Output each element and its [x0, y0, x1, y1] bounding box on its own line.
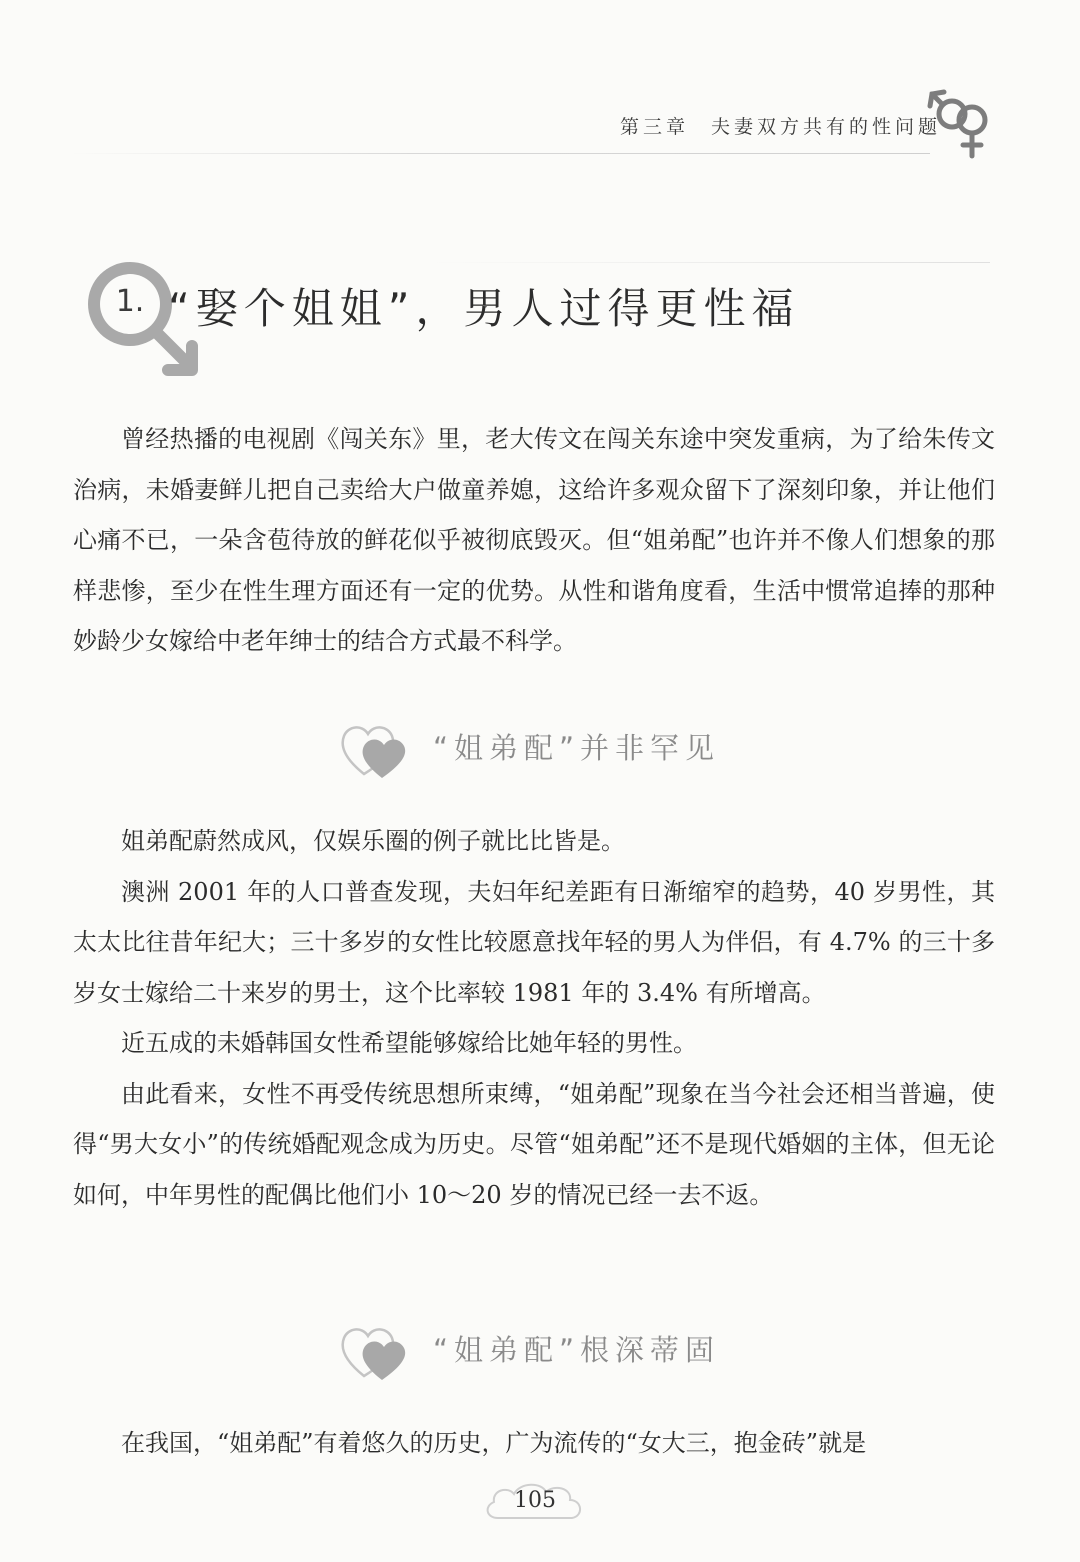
paragraph: 近五成的未婚韩国女性希望能够嫁给比她年轻的男性。 — [121, 1029, 697, 1057]
hearts-icon — [338, 1314, 418, 1386]
subsection-title: “姐弟配”根深蒂固 — [433, 1333, 721, 1367]
section-title: “娶个姐姐”，男人过得更性福 — [168, 284, 800, 333]
section-number: 1. — [115, 284, 145, 319]
hearts-icon — [338, 712, 418, 784]
subsection-text — [73, 816, 995, 1220]
section-title-rule — [430, 262, 990, 263]
intro-text — [73, 414, 995, 667]
subsection-heading — [338, 1314, 778, 1394]
paragraph: 姐弟配蔚然成风，仅娱乐圈的例子就比比皆是。 — [121, 827, 625, 855]
running-header — [620, 112, 941, 139]
gender-symbols-icon — [926, 84, 998, 164]
subsection-heading — [338, 712, 778, 792]
paragraph: 由此看来，女性不再受传统思想所束缚，“姐弟配”现象在当今社会还相当普遍，使得“男大女小”的传统婚配观念成为历史。尽管“姐弟配”还不是现代婚姻的主体，但无论如何，中年男性的配偶比他们小 10～20 岁的情况已经一去不返。 — [73, 1079, 995, 1209]
subsection-text — [73, 1418, 995, 1469]
paragraph: 澳洲 2001 年的人口普查发现，夫妇年纪差距有日渐缩窄的趋势，40 岁男性，其太太比往昔年纪大；三十多岁的女性比较愿意找年轻的男人为伴侣，有 4.7% 的三十多岁女士嫁给二十来岁的男士，这个比率较 1981 年的 3.4% 有所增高。 — [73, 877, 995, 1007]
chapter-label: 第三章 — [620, 116, 690, 138]
paragraph: 在我国，“姐弟配”有着悠久的历史，广为流传的“女大三，抱金砖”就是 — [121, 1429, 867, 1457]
page-number: 105 — [514, 1488, 556, 1513]
paragraph: 曾经热播的电视剧《闯关东》里，老大传文在闯关东途中突发重病，为了给朱传文治病，未婚妻鲜儿把自己卖给大户做童养媳，这给许多观众留下了深刻印象，并让他们心痛不已，一朵含苞待放的鲜花似乎被彻底毁灭。但“姐弟配”也许并不像人们想象的那样悲惨，至少在性生理方面还有一定的优势。从性和谐角度看，生活中惯常追捧的那种妙龄少女嫁给中老年绅士的结合方式最不科学。 — [73, 425, 995, 655]
subsection-title: “姐弟配”并非罕见 — [433, 731, 721, 765]
header-rule — [70, 153, 930, 154]
page-number-badge — [480, 1478, 590, 1530]
chapter-title: 夫妻双方共有的性问题 — [711, 116, 942, 138]
